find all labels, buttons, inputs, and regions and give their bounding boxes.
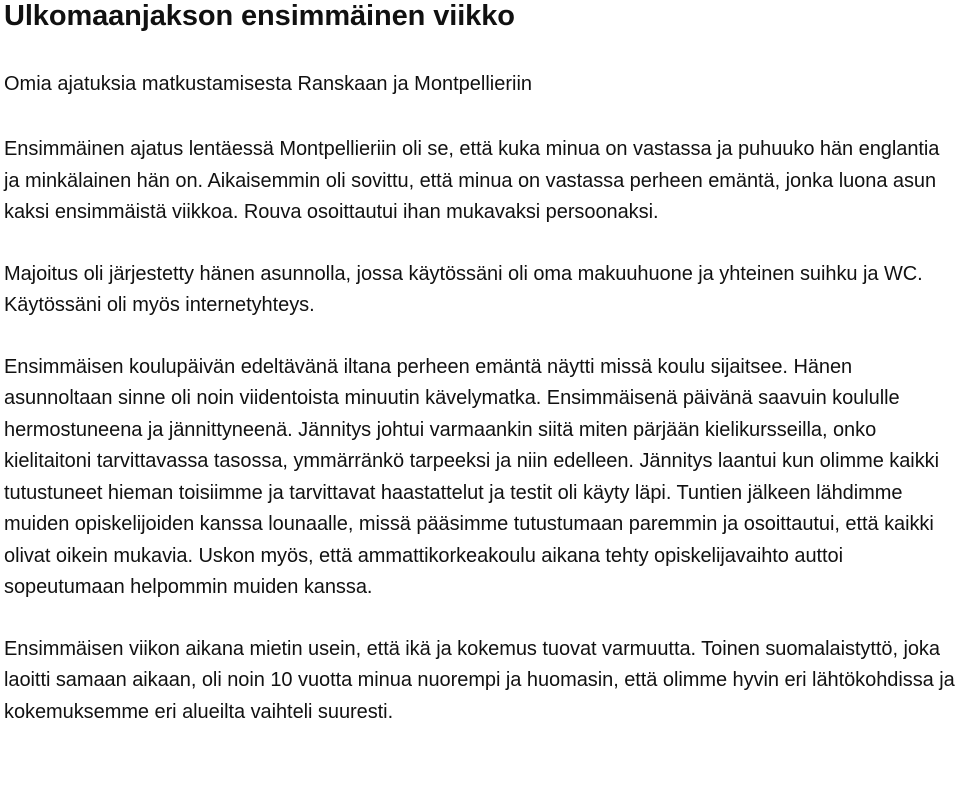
paragraph-reflections: Ensimmäisen viikon aikana mietin usein, että ikä ja kokemus tuovat varmuutta. Toinen suomalaistyttö, joka laoitti samaan aikaan, oli noin 10 vuotta minua nuorempi ja huomasin, että olimme hyvin eri lähtökohdissa ja kokemuksemme eri alueilta vaihteli suuresti. (4, 637, 955, 723)
paragraph-first-school-day: Ensimmäisen koulupäivän edeltävänä iltana perheen emäntä näytti missä koulu sijaitsee. Hänen asunnoltaan sinne oli noin viidentoista minuutin kävelymatka. Ensimmäisenä päivänä saavuin koululle hermostuneena ja jännittyneenä. Jännitys johtui varmaankin siitä miten pärjään kielikursseilla, onko kielitaitoni tarvittavassa tasossa, ymmärränkö tarpeeksi ja niin edelleen. Jännitys laantui kun olimme kaikki tutustuneet hieman toisiimme ja tarvittavat haastattelut ja testit oli käyty läpi. Tuntien jälkeen lähdimme muiden opiskelijoiden kanssa lounaalle, missä pääsimme tutustumaan paremmin ja osoittautui, että kaikki olivat oikein mukavia. Uskon myös, että ammattikorkeakoulu aikana tehty opiskelijavaihto auttoi sopeutumaan helpommin muiden kanssa. (4, 355, 939, 598)
paragraph-accommodation: Majoitus oli järjestetty hänen asunnolla, jossa käytössäni oli oma makuuhuone ja yhteinen suihku ja WC. Käytössäni oli myös internetyhteys. (4, 262, 923, 316)
page-subtitle: Omia ajatuksia matkustamisesta Ranskaan ja Montpellieriin (4, 73, 533, 95)
paragraph-arrival: Ensimmäinen ajatus lentäessä Montpellieriin oli se, että kuka minua on vastassa ja puhuuko hän englantia ja minkälainen hän on. Aikaisemmin oli sovittu, että minua on vastassa perheen emäntä, jonka luona asun kaksi ensimmäistä viikkoa. Rouva osoittautui ihan mukavaksi persoonaksi. (4, 138, 940, 223)
page-title: Ulkomaanjakson ensimmäinen viikko (4, 0, 515, 32)
